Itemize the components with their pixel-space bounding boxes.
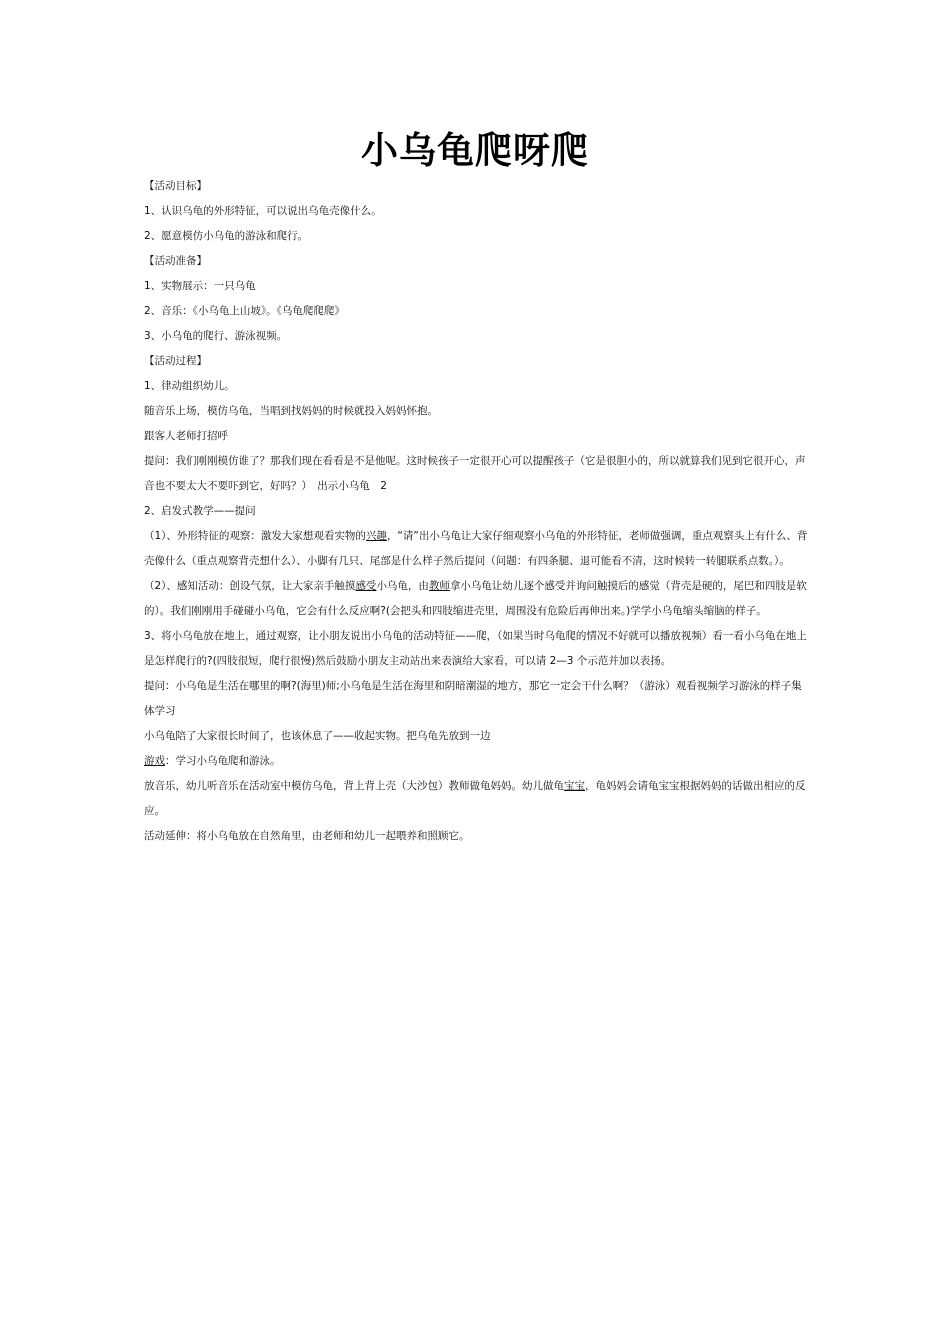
paragraph xyxy=(144,674,812,724)
paragraph-text: ，“请”出小乌龟让大家仔细观察小乌龟的外形特征，老师做强调，重点观察头上有什么、背壳像什么（重点观察背壳想什么）、小脚有几只、尾部是什么样子然后提问（问题：有四条腿、退可能看不清，这时候转一转腿联系点数。）。 xyxy=(144,530,808,567)
paragraph xyxy=(144,274,812,299)
paragraph xyxy=(144,399,812,424)
paragraph-text: 随音乐上场，模仿乌龟，当唱到找妈妈的时候就投入妈妈怀抱。 xyxy=(144,405,438,417)
paragraph xyxy=(144,224,812,249)
paragraph-text: 1、实物展示：一只乌龟 xyxy=(144,280,256,292)
underlined-text: 宝宝 xyxy=(564,780,585,792)
paragraph-text: 放音乐，幼儿听音乐在活动室中模仿乌龟，背上背上壳（大沙包）教师做龟妈妈。幼儿做龟 xyxy=(144,780,564,792)
paragraph xyxy=(144,624,812,674)
paragraph-text: 小乌龟陪了大家很长时间了，也该休息了——收起实物。把乌龟先放到一边 xyxy=(144,730,491,742)
paragraph-text: 跟客人老师打招呼 xyxy=(144,430,228,442)
underlined-text: 教师 xyxy=(428,580,450,592)
paragraph-text: ，龟妈妈会请龟宝宝根据妈妈的话做出相应的反应。 xyxy=(144,780,806,817)
paragraph-text: （1）、外形特征的观察：激发大家想观看实物的 xyxy=(144,530,366,542)
paragraph xyxy=(144,424,812,449)
paragraph xyxy=(144,299,812,324)
paragraph-text: 拿小乌龟让幼儿逐个感受并询问触摸后的感觉（背壳是硬的，尾巴和四肢是软的）。我们刚刚用手碰碰小乌龟，它会有什么反应啊?(会把头和四肢缩进壳里，周围没有危险后再伸出来。)学学小乌龟缩头缩脑的样子。 xyxy=(144,580,807,617)
paragraph-text: 1、认识乌龟的外形特征，可以说出乌龟壳像什么。 xyxy=(144,205,382,217)
paragraph-text: 提问：小乌龟是生活在哪里的啊?(海里)师;小乌龟是生活在海里和阴暗潮湿的地方，那它一定会干什么啊？（游泳）观看视频学习游泳的样子集体学习 xyxy=(144,680,802,717)
paragraph xyxy=(144,824,812,849)
paragraph xyxy=(144,449,812,499)
paragraph-text: ：学习小乌龟爬和游泳。 xyxy=(165,755,281,767)
underlined-text: 感受 xyxy=(355,580,377,592)
paragraph xyxy=(144,724,812,749)
document-body xyxy=(144,174,812,849)
paragraph xyxy=(144,324,812,349)
underlined-text: 兴趣 xyxy=(365,530,387,542)
underlined-text: 游戏 xyxy=(144,755,165,767)
paragraph xyxy=(144,199,812,224)
paragraph xyxy=(144,374,812,399)
paragraph-text: 提问：我们刚刚模仿谁了？那我们现在看看是不是他呢。这时候孩子一定很开心可以提醒孩子（它是很胆小的，所以就算我们见到它很开心，声音也不要太大不要吓到它，好吗？） 出示小乌龟 2 xyxy=(144,455,806,492)
paragraph xyxy=(144,524,812,574)
paragraph xyxy=(144,249,812,274)
paragraph xyxy=(144,349,812,374)
paragraph-text: 1、律动组织幼儿。 xyxy=(144,380,235,392)
paragraph-text: 2、启发式教学——提问 xyxy=(144,505,256,517)
paragraph-text: 【活动目标】 xyxy=(144,180,207,192)
paragraph-text: 3、将小乌龟放在地上，通过观察，让小朋友说出小乌龟的活动特征——爬，（如果当时乌龟爬的情况不好就可以播放视频）看一看小乌龟在地上是怎样爬行的?(四肢很短，爬行很慢)然后鼓励小朋友主动站出来表演给大家看，可以请 2—3 个示范并加以表扬。 xyxy=(144,630,807,667)
paragraph-text: 3、小乌龟的爬行、游泳视频。 xyxy=(144,330,288,342)
paragraph-text: 【活动准备】 xyxy=(144,255,207,267)
paragraph-text: 小乌龟，由 xyxy=(376,580,429,592)
paragraph xyxy=(144,574,812,624)
paragraph-text: 【活动过程】 xyxy=(144,355,207,367)
paragraph-text: （2）、感知活动：创设气氛，让大家亲手触摸 xyxy=(144,580,356,592)
paragraph-text: 活动延伸：将小乌龟放在自然角里，由老师和幼儿一起喂养和照顾它。 xyxy=(144,830,470,842)
paragraph xyxy=(144,499,812,524)
paragraph-text: 2、音乐：《小乌龟上山坡》。《乌龟爬爬爬》 xyxy=(144,305,345,317)
paragraph xyxy=(144,774,812,824)
document-title: 小乌龟爬呀爬 xyxy=(361,128,589,172)
paragraph xyxy=(144,749,812,774)
paragraph-text: 2、愿意模仿小乌龟的游泳和爬行。 xyxy=(144,230,309,242)
paragraph xyxy=(144,174,812,199)
